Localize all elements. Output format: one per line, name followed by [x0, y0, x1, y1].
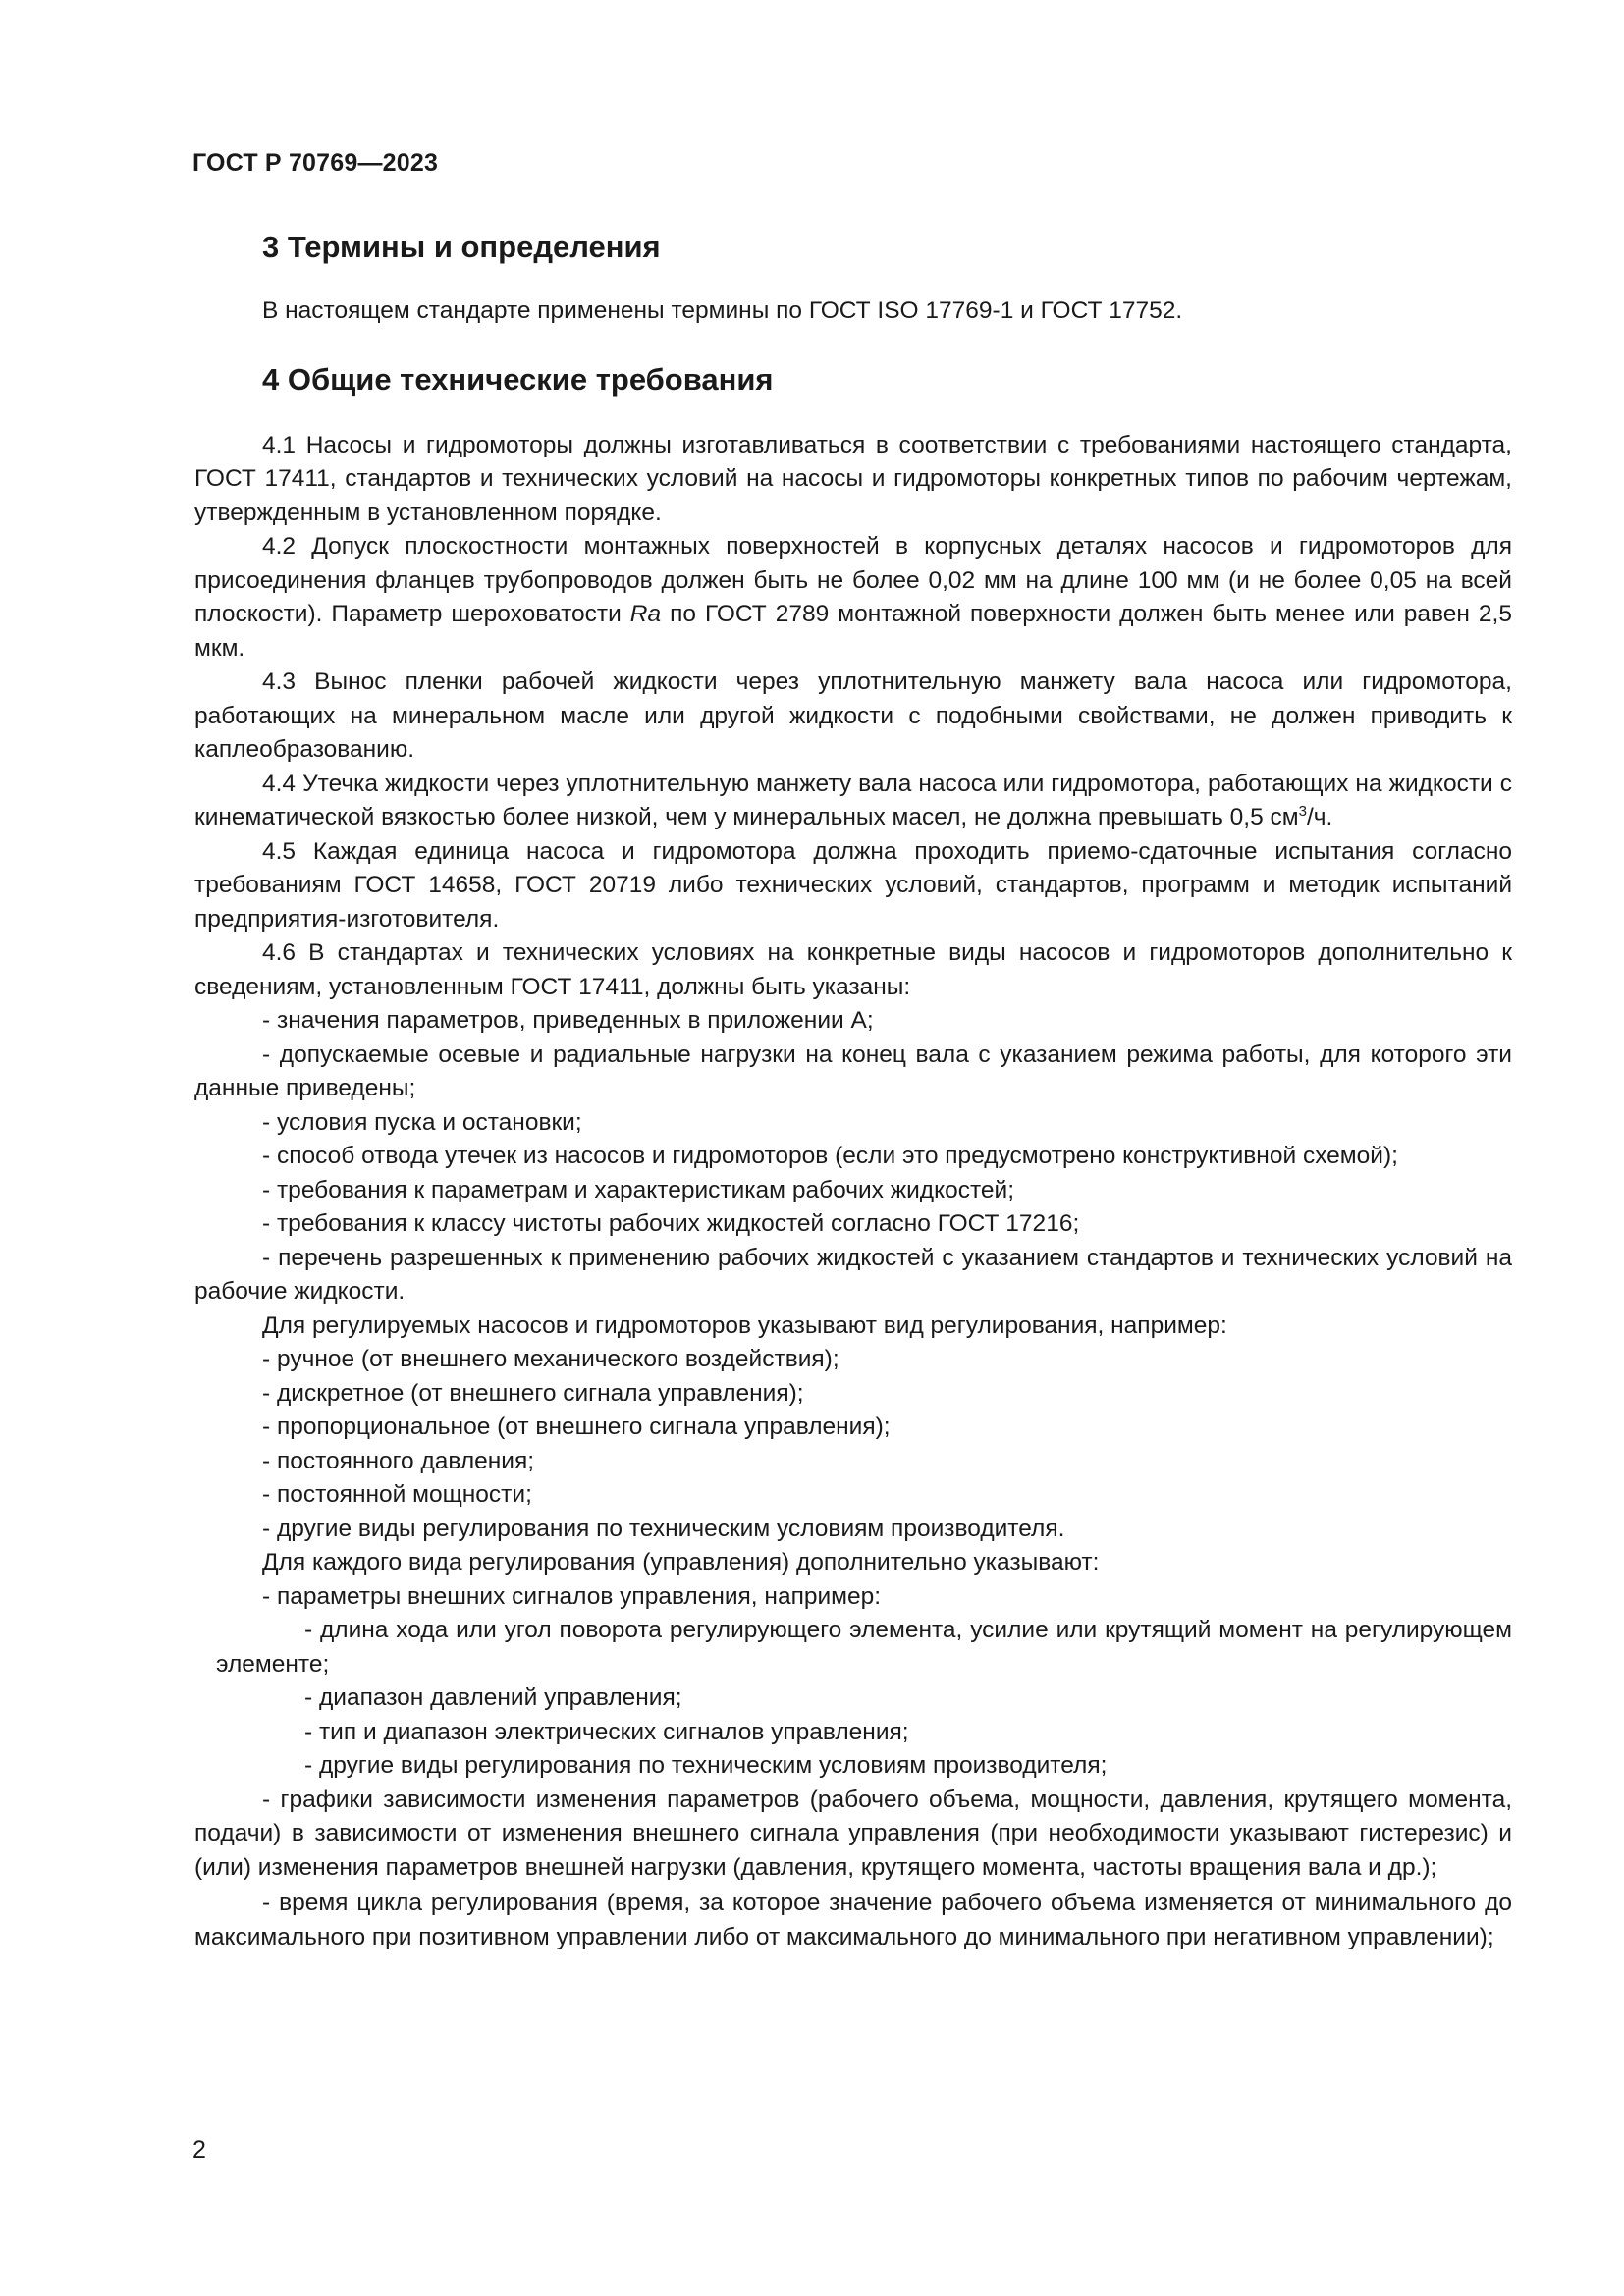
list-item: - постоянного давления;: [262, 1447, 535, 1474]
clause-4-3: 4.3 Вынос пленки рабочей жидкости через уплотнительную манжету вала насоса или гидромотора, работающих на минеральном масле или другой жидкости с подобными свойствами, не должен приводить к каплеобразованию.: [194, 668, 1512, 763]
additional-intro: Для каждого вида регулирования (управления) дополнительно указывают:: [262, 1549, 1100, 1575]
list-item: - допускаемые осевые и радиальные нагрузки на конец вала с указанием режима работы, для которого эти данные приведены;: [194, 1041, 1512, 1101]
list-item: - ручное (от внешнего механического воздействия);: [262, 1346, 839, 1372]
list-item: - пропорциональное (от внешнего сигнала управления);: [262, 1414, 891, 1440]
clause-4-2-text-b: по ГОСТ 2789 монтажной поверхности должен быть менее или равен 2,5 мкм.: [194, 601, 1512, 662]
list-item: - графики зависимости изменения параметров (рабочего объема, мощности, давления, крутящего момента, подачи) в зависимости от изменения внешнего сигнала управления (при необходимости указывают гистерезис) и (или) изменения параметров внешней нагрузки (давления, крутящего момента, частоты вращения вала и др.);: [194, 1786, 1512, 1881]
list-item: - время цикла регулирования (время, за которое значение рабочего объема изменяется от минимального до максимального при позитивном управлении либо от максимального до минимального при негативном управлении);: [194, 1890, 1512, 1950]
sub-list-item: - тип и диапазон электрических сигналов управления;: [304, 1718, 909, 1745]
sub-list-item: - длина хода или угол поворота регулирующего элемента, усилие или крутящий момент на регулирующем элементе;: [216, 1617, 1512, 1678]
clause-4-2: [194, 530, 1512, 666]
list-item: - другие виды регулирования по техническим условиям производителя.: [262, 1515, 1065, 1542]
list-item: - способ отвода утечек из насосов и гидромоторов (если это предусмотрено конструктивной схемой);: [262, 1143, 1398, 1169]
clause-4-5: 4.5 Каждая единица насоса и гидромотора должна проходить приемо-сдаточные испытания согласно требованиям ГОСТ 14658, ГОСТ 20719 либо технических условий, стандартов, программ и методик испытаний предприятия-изготовителя.: [194, 837, 1512, 933]
signals-params: - параметры внешних сигналов управления, например:: [262, 1582, 882, 1610]
list-item: - перечень разрешенных к применению рабочих жидкостей с указанием стандартов и технических условий на рабочие жидкости.: [194, 1244, 1512, 1305]
sub-list-item: - другие виды регулирования по техническим условиям производителя;: [304, 1752, 1108, 1779]
section-3-title: 3 Термины и определения: [262, 230, 661, 264]
list-item: - значения параметров, приведенных в приложении А;: [262, 1007, 874, 1034]
clause-4-4-text: 4.4 Утечка жидкости через уплотнительную манжету вала насоса или гидромотора, работающих на жидкости с кинематической вязкостью более низкой, чем у минеральных масел, не должна превышать 0,5 см: [194, 770, 1512, 830]
section-3-text: В настоящем стандарте применены термины по ГОСТ ISO 17769-1 и ГОСТ 17752.: [262, 297, 1183, 324]
section-4-title: 4 Общие технические требования: [262, 361, 774, 397]
clause-4-4-unit: /ч.: [1306, 804, 1333, 830]
roughness-symbol: Ra: [629, 601, 662, 627]
document-body: [194, 216, 1512, 1954]
clause-4-4: [194, 768, 1512, 835]
page-number: 2: [192, 2136, 206, 2163]
list-item: - требования к классу чистоты рабочих жидкостей согласно ГОСТ 17216;: [262, 1210, 1080, 1237]
list-item: - условия пуска и остановки;: [262, 1108, 582, 1136]
list-item: - постоянной мощности;: [262, 1481, 532, 1508]
list-item: - требования к параметрам и характеристикам рабочих жидкостей;: [262, 1176, 1015, 1203]
list-item: - дискретное (от внешнего сигнала управления);: [262, 1379, 804, 1407]
clause-4-1: 4.1 Насосы и гидромоторы должны изготавливаться в соответствии с требованиями настоящего стандарта, ГОСТ 17411, стандартов и технических условий на насосы и гидромоторы конкретных типов по рабочим чертежам, утвержденным в установленном порядке.: [194, 431, 1512, 526]
clause-4-6: 4.6 В стандартах и технических условиях на конкретные виды насосов и гидромоторов дополнительно к сведениям, установленным ГОСТ 17411, должны быть указаны:: [194, 939, 1512, 1000]
clause-4-2-text-a: 4.2 Допуск плоскостности монтажных поверхностей в корпусных деталях насосов и гидромоторов для присоединения фланцев трубопроводов должен быть не более 0,02 мм на длине 100 мм (и не более 0,05 на всей плоскости). Параметр шероховатости: [194, 533, 1512, 627]
document-header: ГОСТ Р 70769—2023: [192, 149, 439, 177]
cubic-superscript: 3: [1298, 802, 1307, 820]
regulation-intro: Для регулируемых насосов и гидромоторов указывают вид регулирования, например:: [262, 1311, 1227, 1339]
sub-list-item: - диапазон давлений управления;: [304, 1684, 682, 1711]
